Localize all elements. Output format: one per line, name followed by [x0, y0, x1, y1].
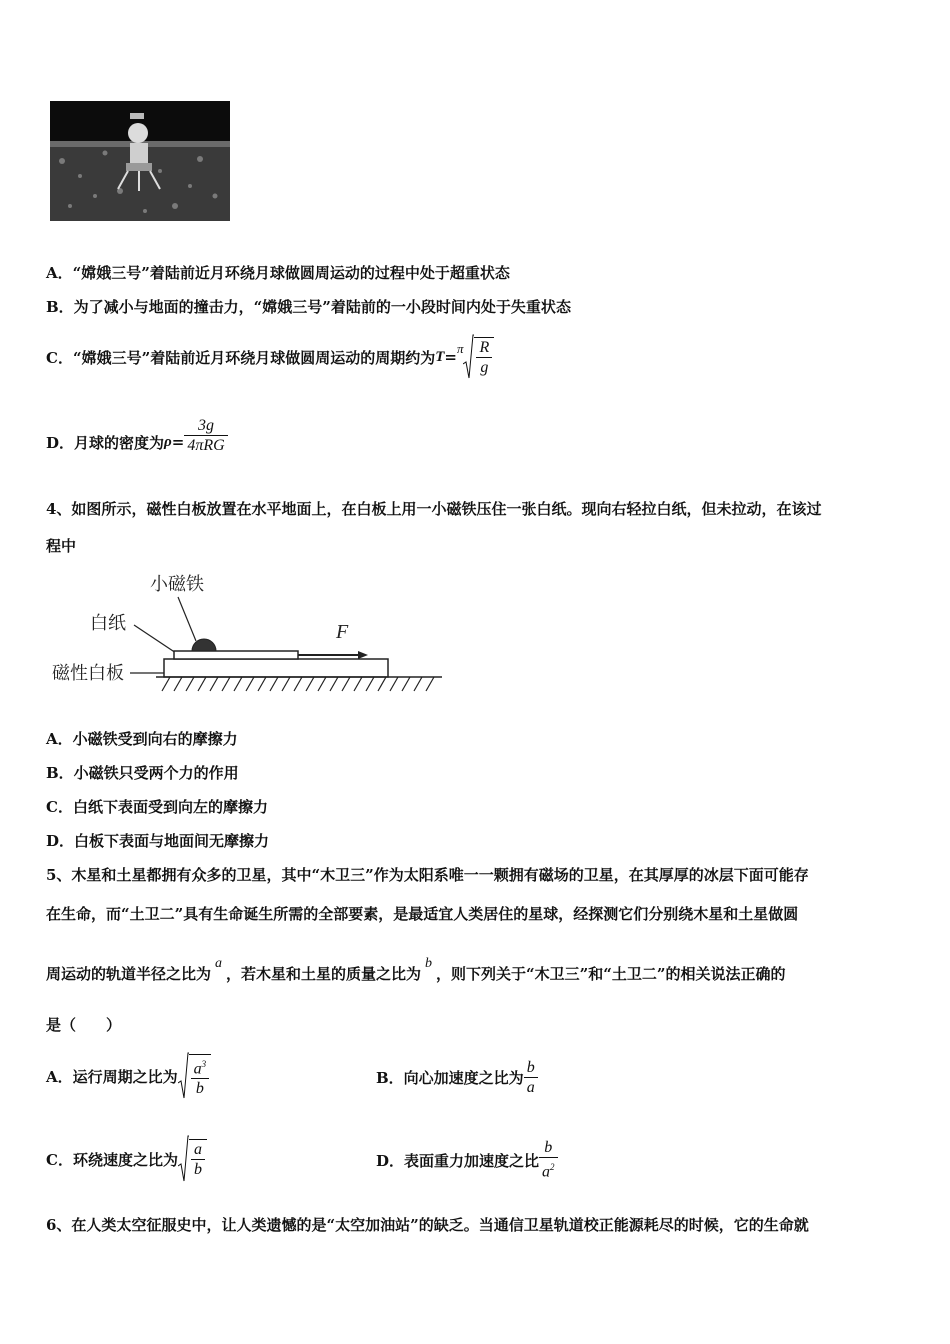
lunar-lander-image	[50, 101, 230, 221]
q5-option-a	[46, 1048, 211, 1104]
q4-stem-line-2: 程中	[46, 537, 77, 555]
q4-option-c: C．白纸下表面受到向左的摩擦力	[46, 798, 268, 816]
q3-option-d-fraction	[184, 416, 227, 455]
q3-option-a: A．“嫦娥三号”着陆前近月环绕月球做圆周运动的过程中处于超重状态	[46, 264, 510, 282]
q4-stem-line-1: 4、如图所示，磁性白板放置在水平地面上，在白板上用一小磁铁压住一张白纸。现向右轻拉白纸，但未拉动，在该过	[46, 500, 822, 518]
q5-option-c-sqrt	[178, 1135, 207, 1183]
q5-option-d-fraction	[539, 1138, 558, 1181]
q5-stem-line-2: 在生命，而“土卫二”具有生命诞生所需的全部要素，是最适宜人类居住的星球，经探测它们分别绕木星和土星做圆	[46, 905, 799, 923]
q5-option-c-text: C．环绕速度之比为	[46, 1150, 178, 1169]
leader-magnet	[178, 597, 196, 641]
q3-option-d-var: ρ	[164, 433, 172, 450]
q5-stem-line-1: 5、木星和土星都拥有众多的卫星，其中“木卫三”作为太阳系唯一一颗拥有磁场的卫星，在其厚厚的冰层下面可能存	[46, 866, 809, 884]
q5-stem-line-3-a: 周运动的轨道半径之比为	[46, 965, 212, 983]
q3-option-c-var: T	[435, 348, 445, 365]
label-board: 磁性白板	[52, 663, 124, 684]
q5-option-a-den: b	[195, 1080, 204, 1098]
ground-hatch	[162, 677, 434, 691]
q4-figure	[46, 565, 446, 715]
q4-option-b: B．小磁铁只受两个力的作用	[46, 764, 239, 782]
paper-shape	[174, 651, 298, 659]
q3-option-c-den: g	[480, 359, 489, 376]
q4-option-a: A．小磁铁受到向右的摩擦力	[46, 730, 238, 748]
q3-option-d-num: 3g	[184, 416, 227, 436]
q5-stem-line-3	[46, 956, 786, 984]
q5-option-b-den: a	[526, 1078, 535, 1096]
q5-option-b-num: b	[524, 1058, 538, 1078]
q5-option-b	[376, 1052, 538, 1102]
q5-option-a-text: A．运行周期之比为	[46, 1067, 178, 1086]
q4-option-d: D．白板下表面与地面间无摩擦力	[46, 832, 270, 850]
q5-option-d-sup: 2	[550, 1162, 555, 1173]
q5-option-c-num: a	[191, 1140, 205, 1160]
q5-stem-line-3-b: ，若木星和土星的质量之比为	[226, 965, 422, 983]
q5-stem-line-3-c: ，则下列关于“木卫三”和“土卫二”的相关说法正确的	[436, 965, 786, 983]
q3-option-c-text: C．“嫦娥三号”着陆前近月环绕月球做圆周运动的周期约为	[46, 348, 436, 367]
q3-option-d-text: D．月球的密度为	[46, 433, 165, 452]
q5-stem-line-4: 是（ ）	[46, 1016, 122, 1034]
q3-option-d	[46, 412, 228, 458]
radical-icon	[178, 1052, 189, 1100]
q3-option-d-den: 4πRG	[187, 436, 225, 454]
q5-option-a-sup: 3	[201, 1058, 207, 1069]
q3-option-d-eq: =	[171, 433, 185, 451]
label-magnet: 小磁铁	[150, 574, 204, 595]
q5-var-a: a	[215, 956, 223, 971]
q5-option-a-num: a	[193, 1060, 202, 1078]
q5-option-b-text: B．向心加速度之比为	[376, 1068, 524, 1087]
q5-option-d-text: D．表面重力加速度之比	[376, 1151, 540, 1170]
radical-icon	[178, 1135, 189, 1183]
q5-option-a-sqrt	[178, 1052, 212, 1100]
q5-option-c-den: b	[193, 1161, 202, 1178]
q5-var-b: b	[425, 956, 433, 971]
lunar-lander-photo	[50, 101, 230, 221]
label-force: F	[336, 621, 349, 643]
label-paper: 白纸	[90, 613, 126, 634]
q3-option-c-pi: π	[456, 341, 464, 356]
q3-option-c-num: R	[476, 338, 492, 358]
q5-option-b-fraction	[524, 1058, 538, 1097]
leader-paper	[134, 625, 176, 653]
q5-option-d	[376, 1134, 558, 1186]
q6-stem-line-1: 6、在人类太空征服史中，让人类遗憾的是“太空加油站”的缺乏。当通信卫星轨道校正能源耗尽的时候，它的生命就	[46, 1216, 809, 1234]
whiteboard-shape	[164, 659, 388, 677]
q3-option-c	[46, 330, 494, 384]
magnet-whiteboard-diagram	[46, 565, 446, 715]
q5-option-c	[46, 1131, 207, 1187]
q5-option-d-den: a	[542, 1163, 551, 1181]
q3-option-c-sqrt	[463, 334, 494, 380]
q3-option-c-eq: =	[444, 348, 457, 366]
q5-option-d-num: b	[539, 1138, 558, 1158]
force-arrow-head	[358, 651, 368, 659]
q3-option-b: B．为了减小与地面的撞击力，“嫦娥三号”着陆前的一小段时间内处于失重状态	[46, 298, 571, 316]
radical-icon	[463, 334, 474, 380]
